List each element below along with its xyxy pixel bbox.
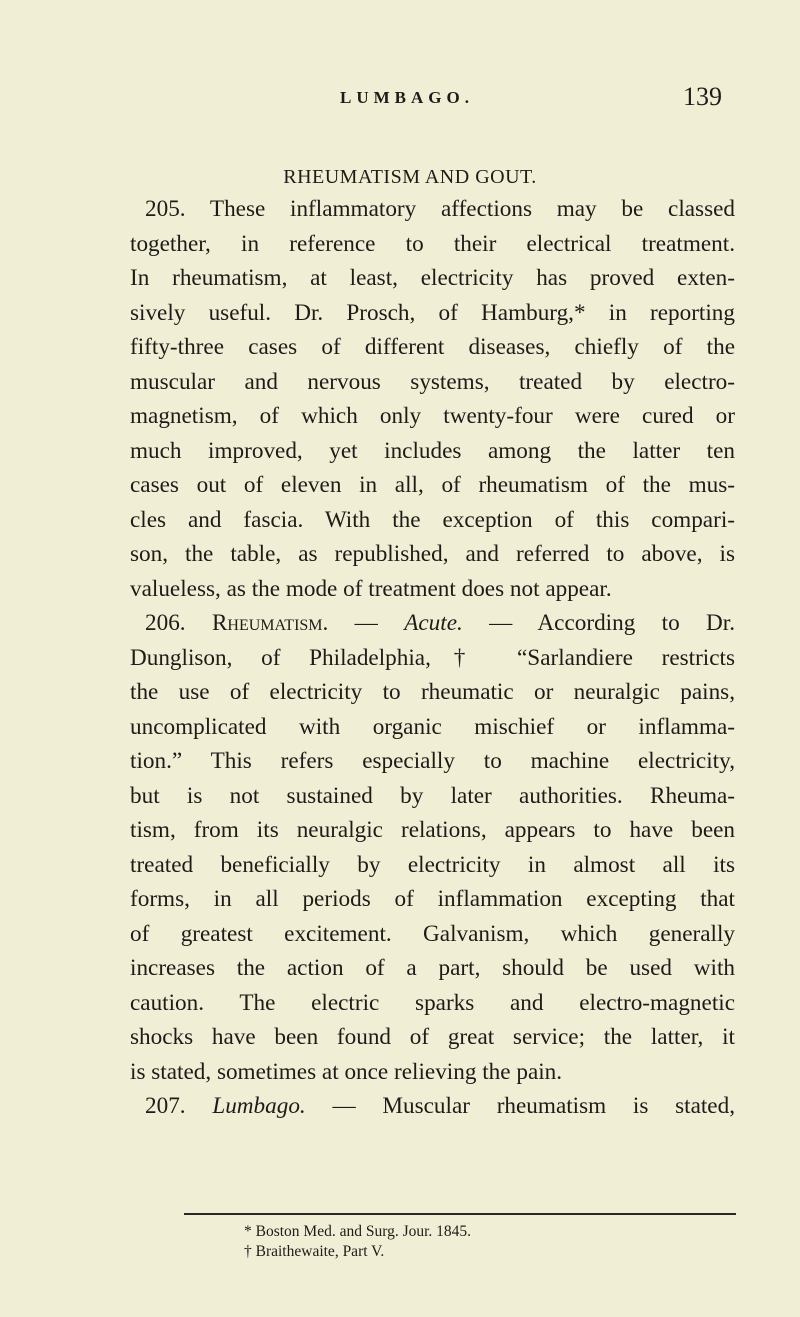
text-line — [130, 296, 735, 331]
text-segment: magnetism, of which only twenty-four were cured or — [130, 403, 735, 429]
text-segment: fifty-three cases of different diseases, chiefly of the — [130, 334, 735, 360]
text-segment: cases out of eleven in all, of rheumatism of the mus- — [130, 472, 735, 498]
text-line — [130, 503, 735, 538]
text-line — [130, 1055, 735, 1090]
text-segment: treated beneficially by electricity in almost all its — [130, 851, 735, 878]
body-text — [130, 192, 735, 1124]
text-segment: Dunglison, of Philadelphia,† “Sarlandiere restricts — [130, 644, 735, 671]
text-line — [130, 641, 735, 676]
text-segment: In rheumatism, at least, electricity has proved exten- — [130, 265, 735, 291]
text-segment: 207. — [145, 1093, 213, 1119]
text-segment: Acute. — [404, 610, 463, 636]
text-line — [130, 986, 735, 1021]
text-line — [130, 330, 735, 365]
page-number: 139 — [683, 82, 722, 111]
text-segment: is stated, sometimes at once relieving the pain. — [130, 1058, 563, 1085]
text-segment: sively useful. Dr. Prosch, of Hamburg,* in reporting — [130, 299, 735, 326]
text-segment: the use of electricity to rheumatic or neuralgic pains, — [130, 679, 735, 705]
running-title: LUMBAGO. — [340, 88, 474, 107]
text-line — [130, 744, 735, 779]
running-header — [0, 82, 800, 116]
text-segment: tism, from its neuralgic relations, appears to have been — [130, 817, 735, 843]
text-line — [130, 365, 735, 400]
text-line — [130, 951, 735, 986]
text-segment: Lumbago. — [212, 1093, 306, 1119]
text-line — [130, 261, 735, 296]
text-segment: of greatest excitement. Galvanism, which generally — [130, 920, 735, 947]
text-segment: but is not sustained by later authorities. Rheuma- — [130, 782, 735, 809]
section-heading: RHEUMATISM AND GOUT. — [283, 166, 537, 188]
text-segment: Rheumatism. — [211, 610, 329, 636]
footnote: * Boston Med. and Surg. Jour. 1845. — [244, 1223, 472, 1240]
text-segment: — According to Dr. — [462, 610, 736, 636]
text-segment: muscular and nervous systems, treated by electro- — [130, 368, 735, 395]
text-line — [130, 710, 735, 745]
text-segment: 206. — [145, 610, 212, 636]
text-line — [130, 434, 735, 469]
footnote: † Braithewaite, Part V. — [244, 1243, 385, 1260]
text-line — [130, 675, 735, 710]
text-segment: uncomplicated with organic mischief or inflamma- — [130, 713, 735, 740]
text-line — [130, 848, 735, 883]
text-line — [130, 606, 735, 641]
text-segment: — — [328, 610, 405, 636]
text-line — [130, 572, 735, 607]
text-segment: tion.” This refers especially to machine electricity, — [130, 748, 735, 774]
text-segment: increases the action of a part, should be used with — [130, 955, 735, 981]
text-line — [130, 227, 735, 262]
text-segment: much improved, yet includes among the latter ten — [130, 437, 735, 464]
text-line — [130, 813, 735, 848]
text-line — [130, 537, 735, 572]
text-segment: valueless, as the mode of treatment does not appear. — [130, 575, 612, 602]
text-line — [130, 468, 735, 503]
text-segment: shocks have been found of great service; the latter, it — [130, 1024, 735, 1050]
text-segment: son, the table, as republished, and referred to above, is — [130, 541, 735, 567]
text-segment: together, in reference to their electrical treatment. — [130, 230, 735, 257]
text-line — [130, 1089, 735, 1124]
text-line — [130, 192, 735, 227]
text-segment: cles and fascia. With the exception of this compari- — [130, 506, 735, 533]
text-line — [130, 917, 735, 952]
text-line — [130, 882, 735, 917]
text-segment: 205. These inflammatory affections may be classed — [145, 196, 735, 222]
text-line — [130, 1020, 735, 1055]
text-line — [130, 779, 735, 814]
footnote-rule — [184, 1213, 736, 1215]
footnotes — [244, 1222, 471, 1262]
text-segment: — Muscular rheumatism is stated, — [305, 1093, 735, 1119]
text-line — [130, 399, 735, 434]
text-segment: caution. The electric sparks and electro-magnetic — [130, 989, 735, 1016]
text-segment: forms, in all periods of inflammation excepting that — [130, 886, 735, 912]
